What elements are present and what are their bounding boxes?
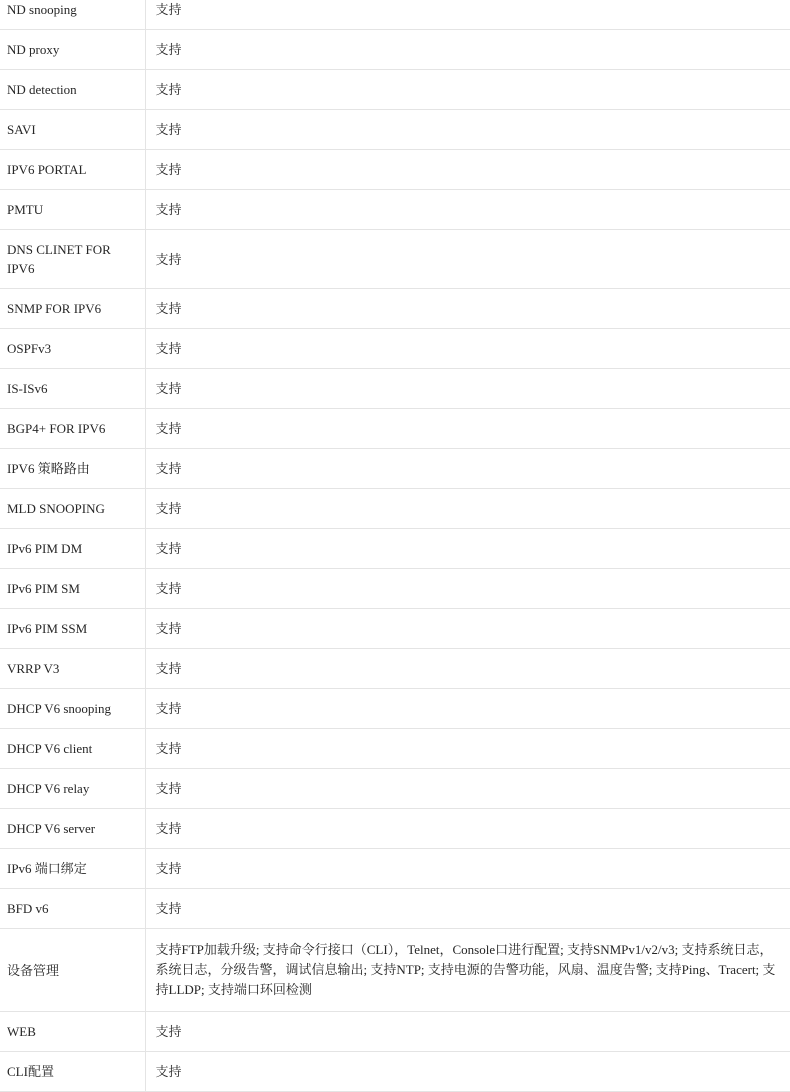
feature-support-cell: 支持 (145, 649, 790, 689)
feature-name-cell: DHCP V6 relay (0, 769, 145, 809)
table-row (0, 609, 790, 649)
feature-support-cell: 支持 (145, 1012, 790, 1052)
table-row (0, 649, 790, 689)
feature-support-cell: 支持 (145, 729, 790, 769)
table-row (0, 110, 790, 150)
table-row (0, 289, 790, 329)
table-row (0, 1012, 790, 1052)
table-row (0, 849, 790, 889)
table-row (0, 689, 790, 729)
feature-support-cell: 支持 (145, 849, 790, 889)
feature-support-cell: 支持 (145, 689, 790, 729)
feature-name-cell: SAVI (0, 110, 145, 150)
feature-name-cell: ND proxy (0, 30, 145, 70)
table-row (0, 0, 790, 30)
feature-support-cell: 支持 (145, 809, 790, 849)
table-row (0, 230, 790, 289)
feature-support-cell: 支持 (145, 449, 790, 489)
feature-name-cell: DHCP V6 server (0, 809, 145, 849)
feature-support-cell: 支持 (145, 110, 790, 150)
table-row (0, 529, 790, 569)
feature-name-cell: IPv6 PIM DM (0, 529, 145, 569)
feature-name-cell: IPv6 PIM SM (0, 569, 145, 609)
feature-name-cell: WEB (0, 1012, 145, 1052)
feature-name-cell: MLD SNOOPING (0, 489, 145, 529)
table-row (0, 929, 790, 1012)
feature-support-cell: 支持 (145, 329, 790, 369)
feature-support-cell: 支持 (145, 70, 790, 110)
table-row (0, 190, 790, 230)
feature-name-cell: ND snooping (0, 0, 145, 30)
feature-support-cell: 支持 (145, 529, 790, 569)
table-row (0, 729, 790, 769)
feature-name-cell: SNMP FOR IPV6 (0, 289, 145, 329)
feature-name-cell: ND detection (0, 70, 145, 110)
table-row (0, 329, 790, 369)
feature-name-cell: CLI配置 (0, 1052, 145, 1092)
feature-support-cell: 支持 (145, 769, 790, 809)
feature-name-cell: IS-ISv6 (0, 369, 145, 409)
feature-support-cell: 支持 (145, 889, 790, 929)
feature-support-cell: 支持 (145, 569, 790, 609)
table-row (0, 889, 790, 929)
table-row (0, 70, 790, 110)
feature-support-cell: 支持 (145, 609, 790, 649)
feature-support-cell: 支持 (145, 0, 790, 30)
feature-name-cell: DHCP V6 client (0, 729, 145, 769)
table-row (0, 769, 790, 809)
table-row (0, 369, 790, 409)
table-row (0, 569, 790, 609)
feature-name-cell: VRRP V3 (0, 649, 145, 689)
feature-support-cell: 支持 (145, 230, 790, 289)
table-row (0, 489, 790, 529)
table-row (0, 1052, 790, 1092)
feature-name-cell: 设备管理 (0, 929, 145, 1012)
feature-support-cell: 支持FTP加载升级; 支持命令行接口（CLI），Telnet，Console口进行配置; 支持SNMPv1/v2/v3; 支持系统日志，系统日志，分级告警，调试信息输出; 支持NTP; 支持电源的告警功能，风扇、温度告警; 支持Ping、Tracert; 支持LLDP; 支持端口环回检测 (145, 929, 790, 1012)
feature-support-cell: 支持 (145, 489, 790, 529)
table-row (0, 30, 790, 70)
feature-support-cell: 支持 (145, 1052, 790, 1092)
feature-support-cell: 支持 (145, 369, 790, 409)
feature-name-cell: DNS CLINET FOR IPV6 (0, 230, 145, 289)
table-row (0, 409, 790, 449)
feature-support-cell: 支持 (145, 190, 790, 230)
feature-support-cell: 支持 (145, 289, 790, 329)
feature-support-cell: 支持 (145, 150, 790, 190)
feature-name-cell: IPv6 端口绑定 (0, 849, 145, 889)
feature-name-cell: IPv6 PIM SSM (0, 609, 145, 649)
table-row (0, 150, 790, 190)
feature-name-cell: IPV6 PORTAL (0, 150, 145, 190)
feature-name-cell: PMTU (0, 190, 145, 230)
table-row (0, 449, 790, 489)
feature-support-cell: 支持 (145, 409, 790, 449)
table-row (0, 809, 790, 849)
feature-name-cell: IPV6 策略路由 (0, 449, 145, 489)
feature-name-cell: BGP4+ FOR IPV6 (0, 409, 145, 449)
feature-support-cell: 支持 (145, 30, 790, 70)
feature-name-cell: DHCP V6 snooping (0, 689, 145, 729)
feature-name-cell: BFD v6 (0, 889, 145, 929)
feature-name-cell: OSPFv3 (0, 329, 145, 369)
